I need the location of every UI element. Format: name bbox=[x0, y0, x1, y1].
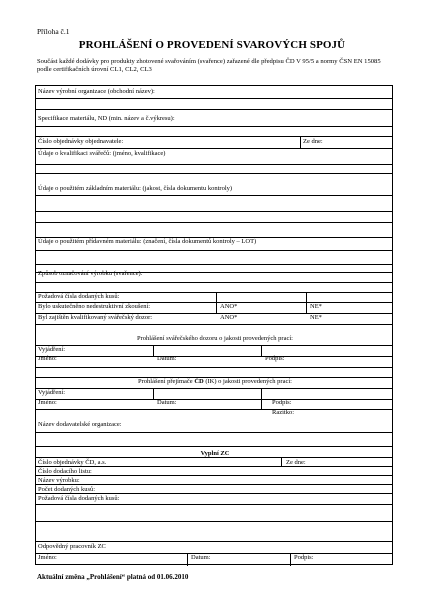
row-line bbox=[36, 521, 392, 522]
supervision-label: Byl zajištěn kvalifikovaný svářečský dozor: bbox=[38, 314, 153, 321]
row-line bbox=[36, 264, 392, 265]
row-line bbox=[36, 126, 392, 127]
col-line bbox=[216, 292, 217, 313]
cd-acceptance-heading bbox=[36, 378, 394, 386]
order-number-label: Číslo objednávky objednavatele: bbox=[38, 138, 124, 145]
row-line bbox=[36, 367, 392, 368]
delivery-note-label: Číslo dodacího listu: bbox=[38, 468, 92, 475]
row-line bbox=[36, 250, 392, 251]
zc-name-label: Jméno: bbox=[38, 554, 57, 561]
zc-order-date-label: Ze dne: bbox=[286, 459, 306, 466]
product-name-label: Název výrobku: bbox=[38, 477, 80, 484]
row-line bbox=[36, 432, 392, 433]
row-line bbox=[36, 173, 392, 174]
row-line bbox=[36, 345, 392, 346]
row-line bbox=[36, 553, 392, 554]
row-line bbox=[36, 195, 392, 196]
ordered-count-label: Požadová čísla dodaných kusů: bbox=[38, 293, 120, 300]
ws-date-label: Datum: bbox=[157, 355, 177, 362]
cd-name-label: Jméno: bbox=[38, 399, 57, 406]
piece-numbers-label: Požadová čísla dodaných kusů: bbox=[38, 495, 120, 502]
marking-method-label: Způsob označování výrobku (svařence): bbox=[38, 270, 143, 277]
supervision-no: NE* bbox=[310, 314, 322, 321]
zc-heading: Vyplní ZC bbox=[200, 450, 230, 457]
row-line bbox=[36, 324, 392, 325]
ws-statement-label: Vyjádření: bbox=[38, 346, 66, 353]
row-line bbox=[36, 356, 392, 357]
filler-material-label: Údaje o použitém přídavném materiálu: (značení, čísla dokumentů kontroly – LOT) bbox=[38, 238, 257, 245]
col-line bbox=[281, 457, 282, 466]
supplier-label: Název dodavatelské organizace: bbox=[38, 421, 122, 428]
ndt-no: NE* bbox=[310, 303, 322, 310]
row-line bbox=[36, 399, 392, 400]
cd-heading-suffix: (IK) o jakosti provedených prací: bbox=[203, 378, 292, 385]
welding-supervision-heading: Prohlášení svářečského dozoru o jakosti provedených prací: bbox=[137, 335, 293, 342]
row-line bbox=[36, 409, 392, 410]
col-line bbox=[261, 345, 262, 356]
row-line bbox=[36, 484, 392, 485]
zc-date-label: Datum: bbox=[191, 554, 211, 561]
row-line bbox=[36, 446, 392, 447]
material-spec-label: Specifikace materiálu, ND (min. název a č.výkresu): bbox=[38, 115, 175, 122]
row-line bbox=[36, 136, 392, 137]
col-line bbox=[187, 553, 188, 566]
row-line bbox=[36, 541, 392, 542]
col-line bbox=[153, 388, 154, 399]
cd-date-label: Datum: bbox=[157, 399, 177, 406]
responsible-label: Odpovědný pracovník ZC bbox=[38, 543, 106, 550]
zc-order-number-label: Číslo objednávky ČD, a.s. bbox=[38, 459, 107, 466]
ws-signature-label: Podpis: bbox=[265, 355, 285, 362]
page-title: PROHLÁŠENÍ O PROVEDENÍ SVAROVÝCH SPOJŮ bbox=[78, 39, 346, 51]
cd-signature-label: Podpis: bbox=[272, 399, 292, 406]
cd-heading-bold: ČD bbox=[194, 378, 204, 385]
org-name-label: Název výrobní organizace (obchodní název): bbox=[38, 88, 155, 95]
declaration-form bbox=[35, 85, 393, 565]
row-line bbox=[36, 148, 392, 149]
row-line bbox=[36, 222, 392, 223]
zc-signature-label: Podpis: bbox=[294, 554, 314, 561]
footer-note: Aktuální změna „Prohlášení“ platná od 01.06.2010 bbox=[37, 573, 189, 581]
ws-name-label: Jméno: bbox=[38, 355, 57, 362]
row-line bbox=[36, 98, 392, 99]
row-line bbox=[36, 388, 392, 389]
row-line bbox=[36, 282, 392, 283]
annex-label: Příloha č.1 bbox=[37, 27, 70, 36]
ndt-label: Bylo uskutečněno nedestruktivní zkoušení: bbox=[38, 303, 151, 310]
cd-statement-label: Vyjádření: bbox=[38, 389, 66, 396]
ndt-yes: ANO* bbox=[220, 303, 238, 310]
base-material-label: Údaje o použitém základním materiálu: (jakost, čísla dokumentu kontroly) bbox=[38, 185, 233, 192]
row-line bbox=[36, 504, 392, 505]
welder-qualification-label: Údaje o kvalifikaci svářečů: (jméno, kvalifikace) bbox=[38, 150, 166, 157]
cd-heading-prefix: Prohlášení přejímače bbox=[138, 378, 195, 385]
col-line bbox=[153, 345, 154, 356]
row-line bbox=[36, 164, 392, 165]
intro-text: Součást každé dodávky pro produkty zhotovené svařováním (svařence) zařazené dle předpisu ČD V 95/5 a normy ČSN EN 15085 podle certifikačních úrovní CL1, CL2, CL3 bbox=[37, 58, 381, 74]
order-date-label: Ze dne: bbox=[303, 138, 323, 145]
piece-count-label: Počet dodaných kusů: bbox=[38, 486, 96, 493]
supervision-yes: ANO* bbox=[220, 314, 238, 321]
col-line bbox=[290, 553, 291, 566]
col-line bbox=[306, 292, 307, 313]
row-line bbox=[36, 211, 392, 212]
cd-stamp-label: Razítko: bbox=[272, 409, 295, 416]
row-line bbox=[36, 109, 392, 110]
col-line bbox=[261, 388, 262, 409]
col-line bbox=[300, 136, 301, 148]
